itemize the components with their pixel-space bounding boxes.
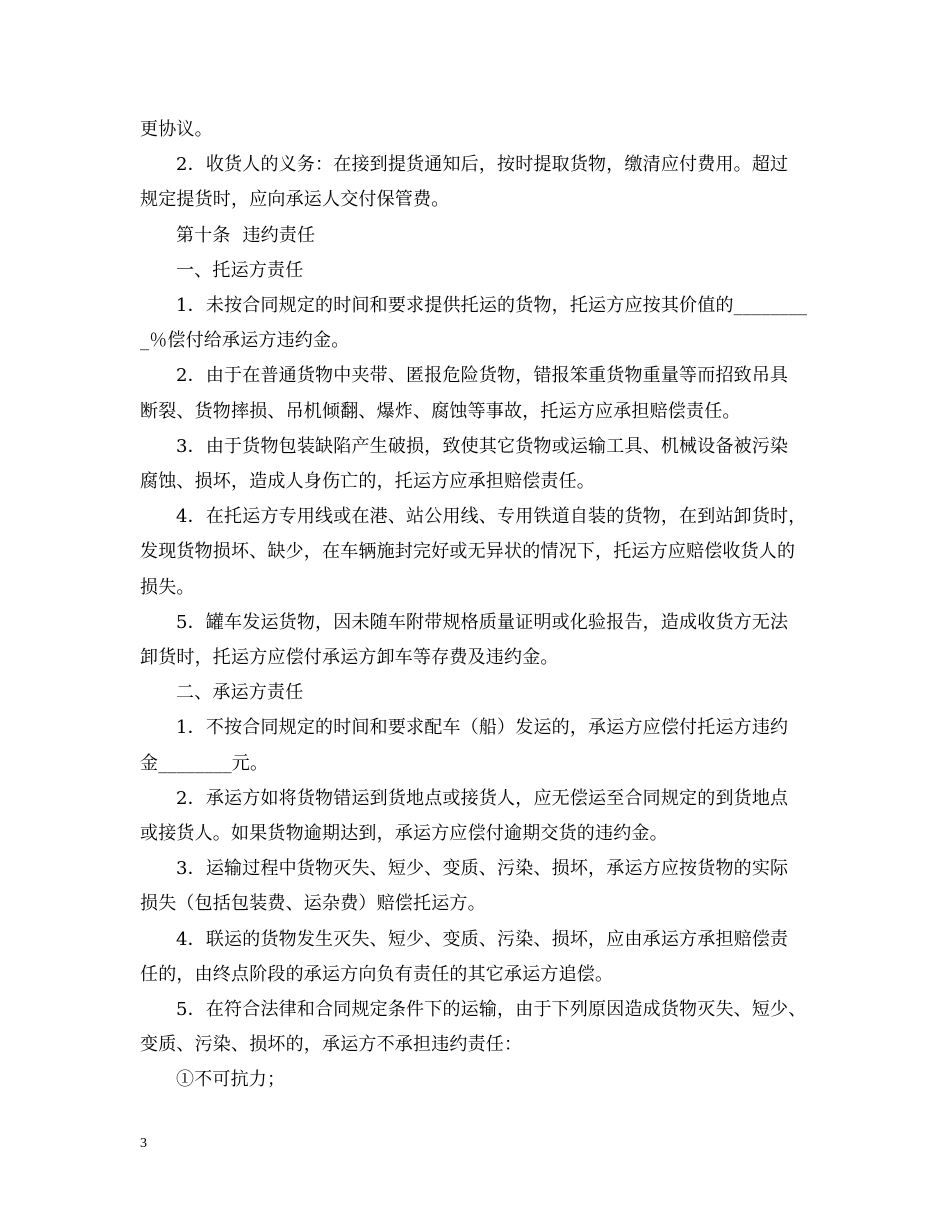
text-line: _％偿付给承运方违约金。 xyxy=(140,330,350,352)
text-line: 1．不按合同规定的时间和要求配车（船）发运的，承运方应偿付托运方违约 xyxy=(176,717,789,739)
text-line: 卸货时，托运方应偿付承运方卸车等存费及违约金。 xyxy=(140,647,559,669)
text-line: 2．收货人的义务：在接到提货通知后，按时提取货物，缴清应付费用。超过 xyxy=(176,154,789,176)
text-line: 4．在托运方专用线或在港、站公用线、专用铁道自装的货物，在到站卸货时， xyxy=(176,506,807,528)
text-line: 发现货物损坏、缺少，在车辆施封完好或无异状的情况下，托运方应赔偿收货人的 xyxy=(140,541,796,563)
text-line: 任的，由终点阶段的承运方向负有责任的其它承运方追偿。 xyxy=(140,963,614,985)
text-line: 3．运输过程中货物灭失、短少、变质、污染、损坏，承运方应按货物的实际 xyxy=(176,858,789,880)
text-line: ①不可抗力； xyxy=(176,1069,286,1091)
text-line: 二、承运方责任 xyxy=(176,682,304,704)
text-line: 第十条 违约责任 xyxy=(176,224,316,246)
text-line: 1．未按合同规定的时间和要求提供托运的货物，托运方应按其价值的________ xyxy=(176,295,808,317)
text-line: 5．罐车发运货物，因未随车附带规格质量证明或化验报告，造成收货方无法 xyxy=(176,611,789,633)
page-number: 3 xyxy=(140,1136,147,1151)
text-line: 金________元。 xyxy=(140,752,269,774)
text-line: 更协议。 xyxy=(140,119,213,140)
text-line: 2．承运方如将货物错运到货地点或接货人，应无偿运至合同规定的到货地点 xyxy=(176,787,789,809)
text-line: 一、托运方责任 xyxy=(176,259,304,281)
text-line: 腐蚀、损坏，造成人身伤亡的，托运方应承担赔偿责任。 xyxy=(140,471,595,493)
text-line: 2．由于在普通货物中夹带、匿报危险货物，错报笨重货物重量等而招致吊具 xyxy=(176,365,789,387)
text-line: 断裂、货物摔损、吊机倾翻、爆炸、腐蚀等事故，托运方应承担赔偿责任。 xyxy=(140,400,741,422)
text-line: 5．在符合法律和合同规定条件下的运输，由于下列原因造成货物灭失、短少、 xyxy=(176,999,807,1021)
text-line: 变质、污染、损坏的，承运方不承担违约责任： xyxy=(140,1034,523,1056)
document-body xyxy=(140,112,820,1098)
text-line: 规定提货时，应向承运人交付保管费。 xyxy=(140,189,450,211)
text-line: 3．由于货物包装缺陷产生破损，致使其它货物或运输工具、机械设备被污染 xyxy=(176,435,789,457)
text-line: 4．联运的货物发生灭失、短少、变质、污染、损坏，应由承运方承担赔偿责 xyxy=(176,928,789,950)
text-line: 损失。 xyxy=(140,576,195,598)
text-line: 损失（包括包装费、运杂费）赔偿托运方。 xyxy=(140,893,486,915)
text-line: 或接货人。如果货物逾期达到，承运方应偿付逾期交货的违约金。 xyxy=(140,823,668,845)
